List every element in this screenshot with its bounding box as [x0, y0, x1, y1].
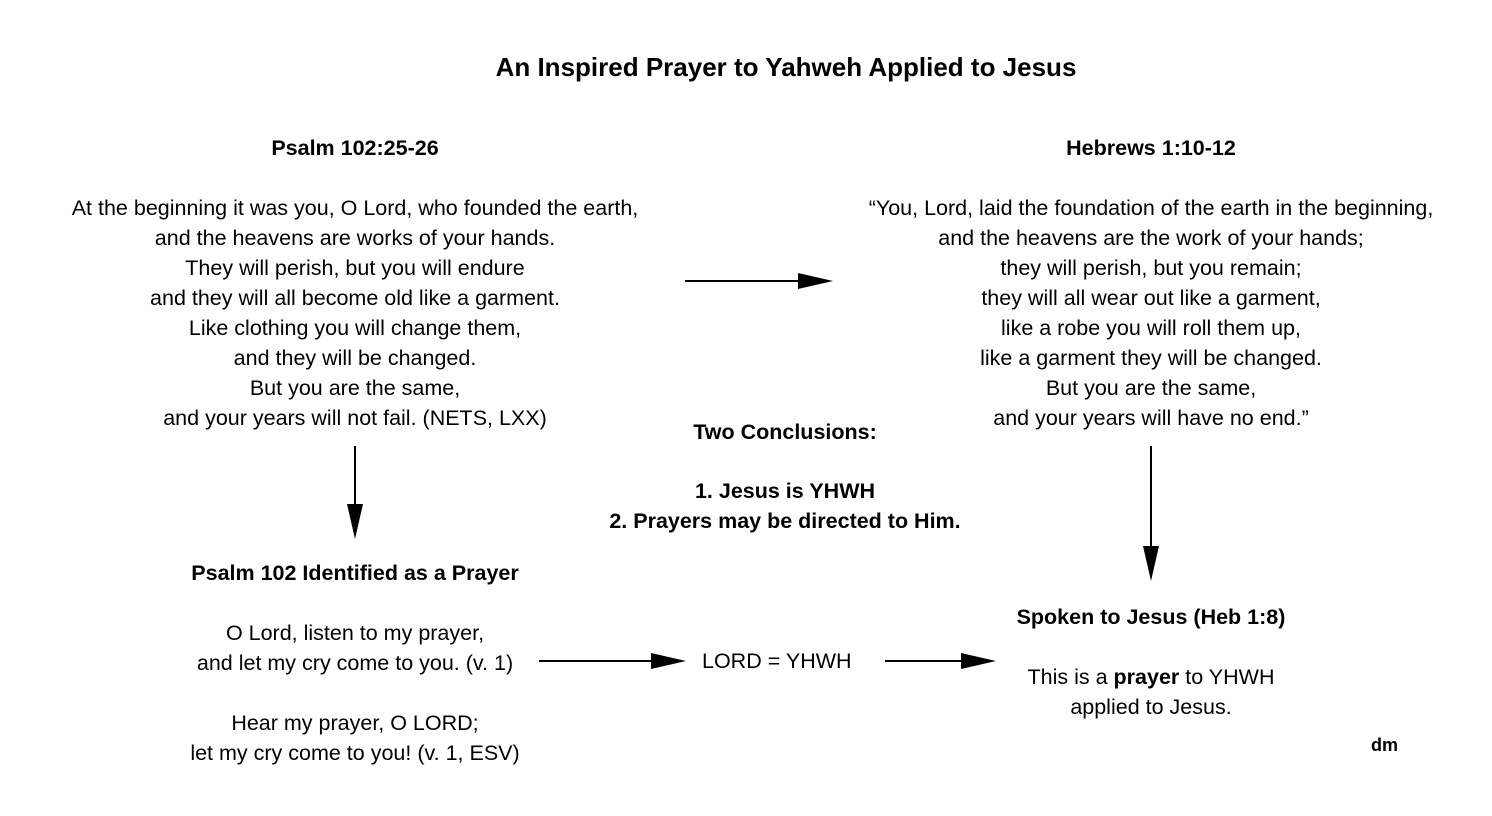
psalm-line: and your years will not fail. (NETS, LXX)	[163, 406, 547, 430]
arrow-hebrews-to-spoken	[1143, 446, 1159, 581]
psalm-line: They will perish, but you will endure	[185, 256, 525, 280]
psalm-line: At the beginning it was you, O Lord, who founded the earth,	[71, 196, 639, 220]
conclusion-item: 2. Prayers may be directed to Him.	[609, 509, 961, 533]
prayer-line: and let my cry come to you. (v. 1)	[196, 651, 514, 675]
prayer-line: Hear my prayer, O LORD;	[231, 711, 479, 735]
spoken-line-2: applied to Jesus.	[1070, 695, 1232, 719]
prayer-line: let my cry come to you! (v. 1, ESV)	[190, 741, 520, 765]
arrow-psalm-to-prayer	[347, 446, 363, 539]
prayer-heading: Psalm 102 Identified as a Prayer	[191, 561, 519, 585]
hebrews-heading: Hebrews 1:10-12	[1066, 136, 1236, 160]
hebrews-line: like a robe you will roll them up,	[1001, 316, 1301, 340]
hebrews-line: and your years will have no end.”	[993, 406, 1309, 430]
prayer-emphasis: prayer	[1113, 665, 1180, 689]
arrow-psalm-to-hebrews	[685, 273, 833, 289]
hebrews-line: and the heavens are the work of your hands;	[938, 226, 1364, 250]
hebrews-line: “You, Lord, laid the foundation of the earth in the beginning,	[868, 196, 1434, 220]
psalm-line: Like clothing you will change them,	[188, 316, 522, 340]
spoken-pre: This is a	[1027, 665, 1114, 689]
psalm-line: But you are the same,	[249, 376, 461, 400]
psalm-heading: Psalm 102:25-26	[271, 136, 439, 160]
hebrews-line: like a garment they will be changed.	[980, 346, 1322, 370]
signature: dm	[1371, 735, 1398, 755]
prayer-line: O Lord, listen to my prayer,	[225, 621, 485, 645]
arrow-lord-to-spoken	[885, 653, 996, 669]
hebrews-line: they will all wear out like a garment,	[981, 286, 1321, 310]
psalm-line: and they will be changed.	[233, 346, 477, 370]
conclusions-heading: Two Conclusions:	[693, 420, 877, 444]
psalm-line: and the heavens are works of your hands.	[154, 226, 556, 250]
hebrews-line: But you are the same,	[1045, 376, 1257, 400]
spoken-post: to YHWH	[1179, 665, 1275, 689]
lord-equals-yhwh: LORD = YHWH	[702, 649, 852, 673]
psalm-line: and they will all become old like a garment.	[150, 286, 560, 310]
spoken-heading: Spoken to Jesus (Heb 1:8)	[1016, 605, 1286, 629]
conclusion-item: 1. Jesus is YHWH	[694, 479, 876, 503]
hebrews-line: they will perish, but you remain;	[1000, 256, 1302, 280]
arrow-prayer-to-lord	[539, 653, 686, 669]
diagram-title: An Inspired Prayer to Yahweh Applied to Jesus	[495, 52, 1077, 82]
